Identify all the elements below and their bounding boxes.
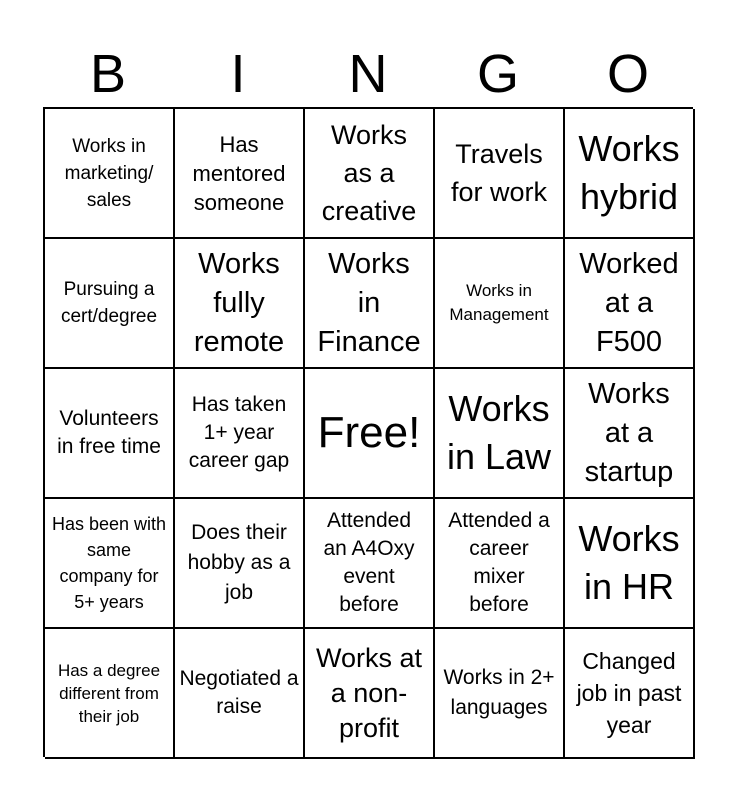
header-letter-i: I [230,44,246,104]
bingo-square[interactable] [435,629,565,759]
square-text: Negotiated a raise [179,667,299,718]
bingo-square[interactable] [45,499,175,629]
square-text: Works in marketing/ sales [64,135,154,211]
bingo-square[interactable] [565,499,695,629]
header-letter-o: O [606,44,649,104]
bingo-square[interactable] [565,369,695,499]
header-letter-g: G [476,44,519,104]
bingo-square[interactable] [175,369,305,499]
bingo-square[interactable] [435,499,565,629]
square-text: Works in Management [449,281,549,324]
bingo-square[interactable] [305,109,435,239]
square-text: Works in HR [578,518,680,607]
square-text: Has a degree different from their job [57,660,161,726]
square-text: Works fully remote [193,247,285,358]
bingo-card-grid [43,107,693,757]
bingo-square[interactable] [565,629,695,759]
square-text: Attended an A4Oxy event before [323,509,415,616]
free-square-text: Free! [317,408,421,457]
bingo-header [43,40,693,108]
bingo-square[interactable] [435,369,565,499]
square-text: Does their hobby as a job [187,521,291,604]
square-text: Changed job in past year [576,648,682,738]
bingo-square[interactable] [305,239,435,369]
bingo-square[interactable] [565,239,695,369]
bingo-square[interactable] [435,109,565,239]
square-text: Pursuing a cert/degree [60,279,158,327]
square-text: Has taken 1+ year career gap [188,393,290,472]
bingo-square[interactable] [45,629,175,759]
square-text: Works as a creative [321,120,417,226]
bingo-square[interactable] [45,109,175,239]
bingo-square[interactable] [305,499,435,629]
square-text: Volunteers in free time [57,407,161,458]
header-letter-b: B [89,44,127,104]
bingo-square[interactable] [175,499,305,629]
square-text: Attended a career mixer before [448,509,550,616]
square-text: Worked at a F500 [579,247,679,358]
bingo-square[interactable] [305,629,435,759]
square-text: Works at a startup [584,377,674,488]
square-text: Works in Law [446,388,552,477]
bingo-square[interactable] [175,109,305,239]
bingo-square[interactable] [45,369,175,499]
square-text: Has been with same company for 5+ years [51,514,167,612]
bingo-square[interactable] [175,239,305,369]
square-text: Works hybrid [578,128,680,217]
bingo-square[interactable] [305,369,435,499]
square-text: Works in 2+ languages [443,666,555,719]
bingo-square[interactable] [435,239,565,369]
header-letter-n: N [348,44,388,104]
square-text: Works at a non-profit [315,642,423,743]
bingo-square[interactable] [565,109,695,239]
square-text: Travels for work [450,139,548,207]
bingo-square[interactable] [175,629,305,759]
square-text: Works in Finance [317,247,421,358]
bingo-square[interactable] [45,239,175,369]
square-text: Has mentored someone [192,131,286,215]
